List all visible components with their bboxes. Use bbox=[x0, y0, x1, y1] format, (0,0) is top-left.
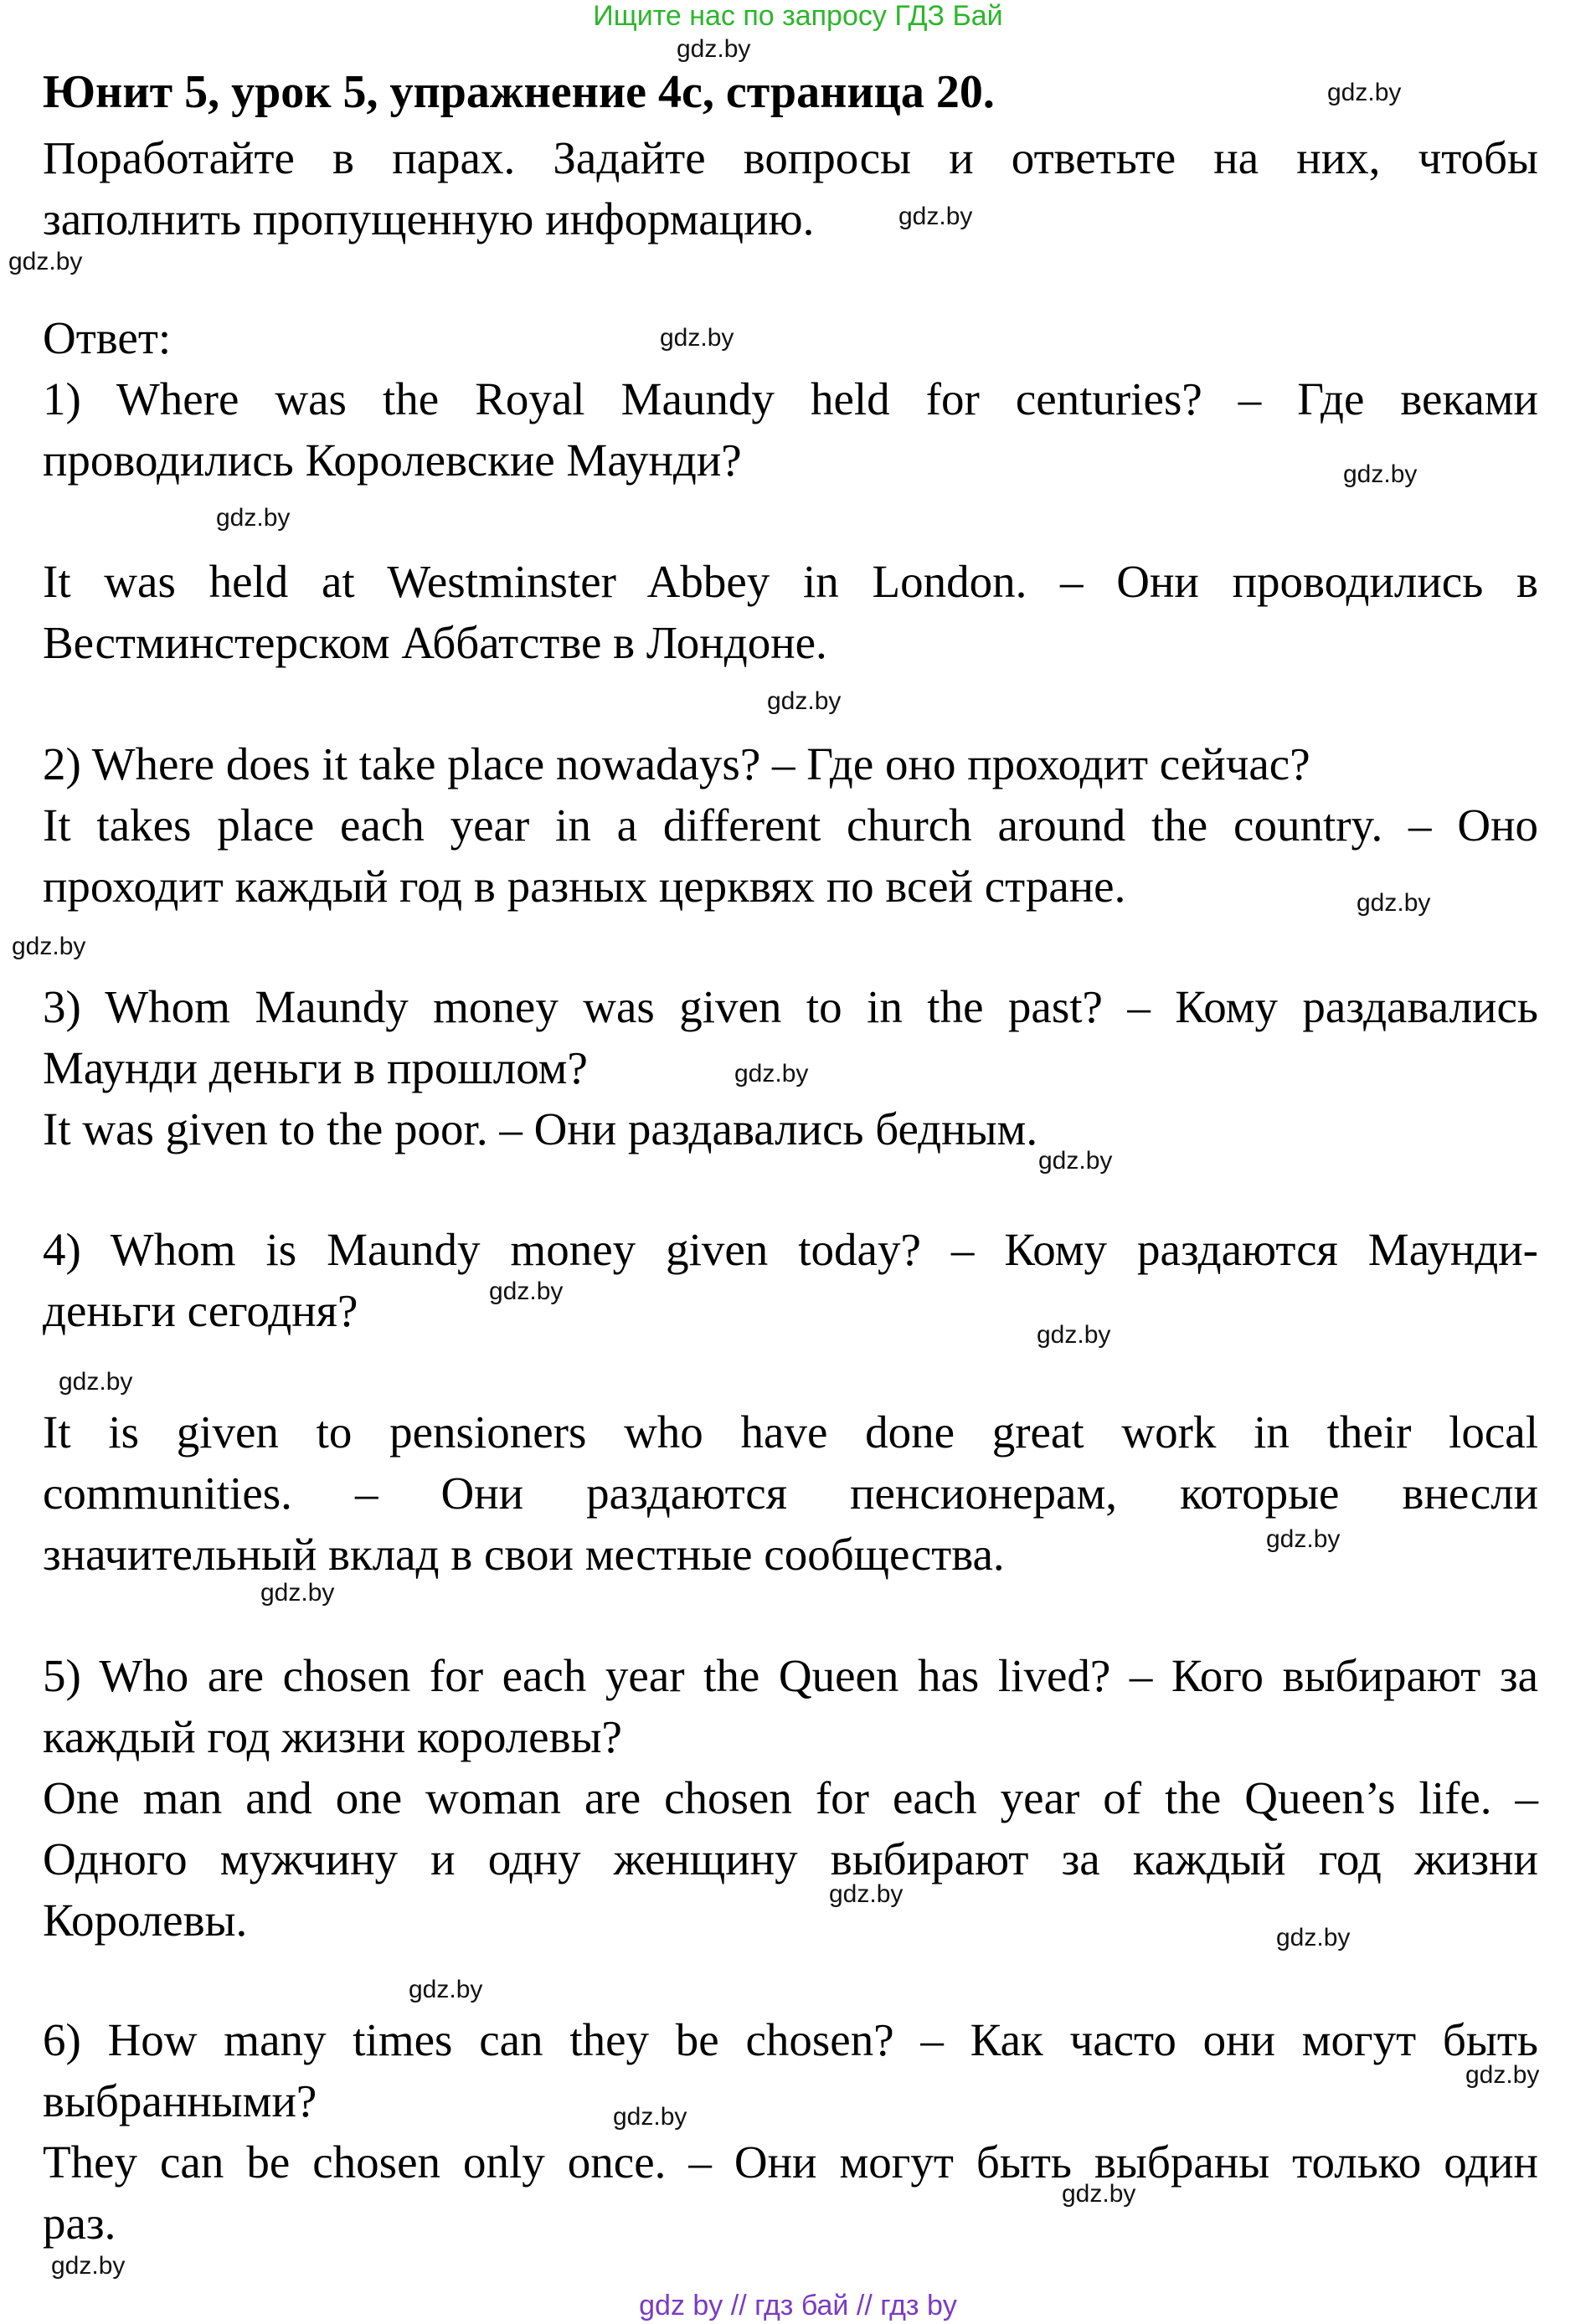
item-6-question-line-2: выбранными? bbox=[43, 2075, 317, 2126]
watermark: gdz.by bbox=[12, 933, 86, 960]
item-5-answer-line-1: One man and one woman are chosen for each year of the Queen’s life. – bbox=[43, 1772, 1538, 1823]
watermark: gdz.by bbox=[1357, 889, 1431, 917]
watermark: gdz.by bbox=[1465, 2061, 1540, 2089]
item-4-answer-line-2: communities. – Они раздаются пенсионерам, которые внесли bbox=[43, 1468, 1538, 1519]
watermark: gdz.by bbox=[8, 248, 83, 275]
watermark: gdz.by bbox=[898, 203, 973, 230]
top-banner: Ищите нас по запросу ГДЗ Бай bbox=[593, 0, 1003, 32]
item-6-answer-line-2: раз. bbox=[43, 2198, 116, 2249]
watermark: gdz.by bbox=[1276, 1924, 1351, 1951]
item-4-question-line-2: деньги сегодня? bbox=[43, 1285, 358, 1336]
watermark: gdz.by bbox=[677, 35, 751, 63]
item-5-question-line-1: 5) Who are chosen for each year the Queen has lived? – Кого выбирают за bbox=[43, 1650, 1538, 1701]
watermark: gdz.by bbox=[660, 324, 734, 352]
watermark: gdz.by bbox=[409, 1976, 483, 2003]
item-3-answer-line-1: It was given to the poor. – Они раздавались бедным. bbox=[43, 1103, 1038, 1154]
item-6-question-line-1: 6) How many times can they be chosen? – Как часто они могут быть bbox=[43, 2014, 1538, 2065]
watermark: gdz.by bbox=[59, 1368, 133, 1396]
item-4-answer-line-3: значительный вклад в свои местные сообщества. bbox=[43, 1529, 1005, 1580]
item-3-question-line-1: 3) Whom Maundy money was given to in the past? – Кому раздавались bbox=[43, 981, 1538, 1032]
item-3-question-line-2: Маунди деньги в прошлом? bbox=[43, 1042, 588, 1093]
item-1-question-line-2: проводились Королевские Маунди? bbox=[43, 434, 742, 486]
watermark: gdz.by bbox=[1062, 2180, 1136, 2208]
watermark: gdz.by bbox=[1343, 460, 1418, 488]
page-title: Юнит 5, урок 5, упражнение 4c, страница 20. bbox=[43, 66, 995, 118]
watermark: gdz.by bbox=[1038, 1147, 1113, 1175]
answer-label: Ответ: bbox=[43, 312, 172, 363]
item-2-question-line-1: 2) Where does it take place nowadays? – Где оно проходит сейчас? bbox=[43, 738, 1310, 789]
watermark: gdz.by bbox=[1037, 1321, 1111, 1349]
item-5-answer-line-2: Одного мужчину и одну женщину выбирают за каждый год жизни bbox=[43, 1833, 1538, 1884]
item-2-answer-line-2: проходит каждый год в разных церквях по всей стране. bbox=[43, 861, 1126, 912]
item-5-question-line-2: каждый год жизни королевы? bbox=[43, 1711, 622, 1762]
watermark: gdz.by bbox=[829, 1880, 904, 1908]
watermark: gdz.by bbox=[1266, 1525, 1341, 1553]
watermark: gdz.by bbox=[767, 687, 842, 715]
task-line-1: Поработайте в парах. Задайте вопросы и ответьте на них, чтобы bbox=[43, 132, 1538, 183]
item-1-answer-line-1: It was held at Westminster Abbey in London. – Они проводились в bbox=[43, 556, 1538, 607]
item-6-answer-line-1: They can be chosen only once. – Они могут быть выбраны только один bbox=[43, 2136, 1538, 2188]
watermark: gdz.by bbox=[613, 2103, 687, 2131]
item-5-answer-line-3: Королевы. bbox=[43, 1895, 248, 1946]
watermark: gdz.by bbox=[734, 1060, 809, 1087]
item-4-question-line-1: 4) Whom is Maundy money given today? – Кому раздаются Маунди- bbox=[43, 1224, 1538, 1275]
item-4-answer-line-1: It is given to pensioners who have done great work in their local bbox=[43, 1406, 1538, 1458]
watermark: gdz.by bbox=[51, 2252, 126, 2280]
watermark: gdz.by bbox=[489, 1278, 564, 1305]
watermark: gdz.by bbox=[1327, 79, 1402, 106]
watermark: gdz.by bbox=[216, 504, 291, 532]
item-2-answer-line-1: It takes place each year in a different church around the country. – Оно bbox=[43, 800, 1538, 851]
item-1-question-line-1: 1) Where was the Royal Maundy held for centuries? – Где веками bbox=[43, 373, 1538, 424]
watermark: gdz.by bbox=[260, 1579, 335, 1607]
bottom-banner: gdz by // гдз бай // гдз by bbox=[639, 2290, 957, 2321]
task-line-2: заполнить пропущенную информацию. bbox=[43, 193, 815, 244]
item-1-answer-line-2: Вестминстерском Аббатстве в Лондоне. bbox=[43, 617, 827, 668]
